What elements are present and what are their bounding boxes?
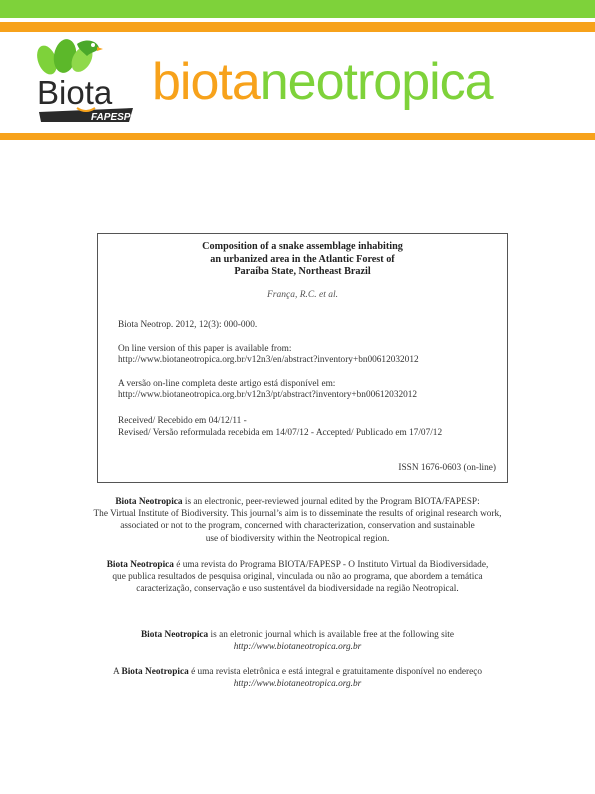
- top-green-bar: [0, 0, 595, 18]
- about-pt-line: que publica resultados de pesquisa original, vinculada ou não ao programa, que abordem a temática: [112, 572, 483, 583]
- online-version-en-link[interactable]: http://www.biotaneotropica.org.br/v12n3/en/abstract?inventory+bn00612032012: [118, 355, 419, 365]
- about-en-line: The Virtual Institute of Biodiversity. This journal’s aim is to disseminate the results of original research work,: [93, 509, 502, 520]
- access-en-line: Biota Neotropica is an eletronic journal which is available free at the following site: [140, 630, 454, 640]
- brand-name: Biota Neotropica: [121, 667, 189, 677]
- wordmark-neotropica: neotropica: [259, 53, 493, 111]
- logo-sub-text: FAPESP: [91, 112, 131, 123]
- paper-title-line: an urbanized area in the Atlantic Forest of: [210, 253, 395, 265]
- paper-title-line: Composition of a snake assemblage inhabiting: [202, 241, 403, 252]
- brand-name: Biota Neotropica: [106, 560, 174, 570]
- access-pt-line: A Biota Neotropica é uma revista eletrônica e está integral e gratuitamente disponível no endereço: [112, 667, 482, 677]
- about-en-line: use of biodiversity within the Neotropical region.: [205, 533, 390, 544]
- logo-text: Biota: [37, 74, 113, 111]
- top-orange-bar: [0, 22, 595, 32]
- site-link-pt[interactable]: http://www.biotaneotropica.org.br: [233, 679, 362, 690]
- received-date: Received/ Recebido em 04/12/11 -: [118, 416, 247, 426]
- header-bottom-bar: [0, 133, 595, 140]
- about-journal-en: [0, 496, 595, 545]
- about-pt-line: Biota Neotropica é uma revista do Programa BIOTA/FAPESP - O Instituto Virtual da Biodiversidade,: [106, 560, 489, 570]
- paper-title-line: Paraíba State, Northeast Brazil: [234, 266, 371, 277]
- issn: ISSN 1676-0603 (on-line): [398, 463, 496, 473]
- biota-fapesp-logo: [33, 38, 143, 128]
- access-info-en: [0, 629, 595, 653]
- brand-name: Biota Neotropica: [115, 497, 183, 507]
- revised-accepted-dates: Revised/ Versão reformulada recebida em 14/07/12 - Accepted/ Publicado em 17/07/12: [118, 428, 443, 438]
- access-info-pt: [0, 666, 595, 690]
- wordmark-biota: biota: [152, 53, 260, 111]
- about-en-line: Biota Neotropica is an electronic, peer-reviewed journal edited by the Program BIOTA/FAPESP:: [115, 497, 480, 507]
- citation: Biota Neotrop. 2012, 12(3): 000-000.: [118, 320, 258, 330]
- journal-wordmark: [152, 52, 493, 112]
- online-version-pt-label: A versão on-line completa deste artigo está disponível em:: [118, 379, 336, 389]
- about-en-line: associated or not to the program, concerned with characterization, conservation and sustainable: [120, 521, 475, 532]
- about-journal-pt: [0, 559, 595, 596]
- brand-name: Biota Neotropica: [140, 630, 209, 640]
- paper-title: [98, 241, 507, 279]
- online-version-en-label: On line version of this paper is available from:: [118, 344, 292, 354]
- article-info-box: [97, 233, 508, 483]
- site-link-en[interactable]: http://www.biotaneotropica.org.br: [233, 642, 362, 653]
- online-version-pt-link[interactable]: http://www.biotaneotropica.org.br/v12n3/pt/abstract?inventory+bn00612032012: [118, 390, 418, 400]
- about-pt-line: caracterização, conservação e uso sustentável da biodiversidade na região Neotropical.: [136, 584, 459, 595]
- paper-authors: França, R.C. et al.: [267, 290, 338, 300]
